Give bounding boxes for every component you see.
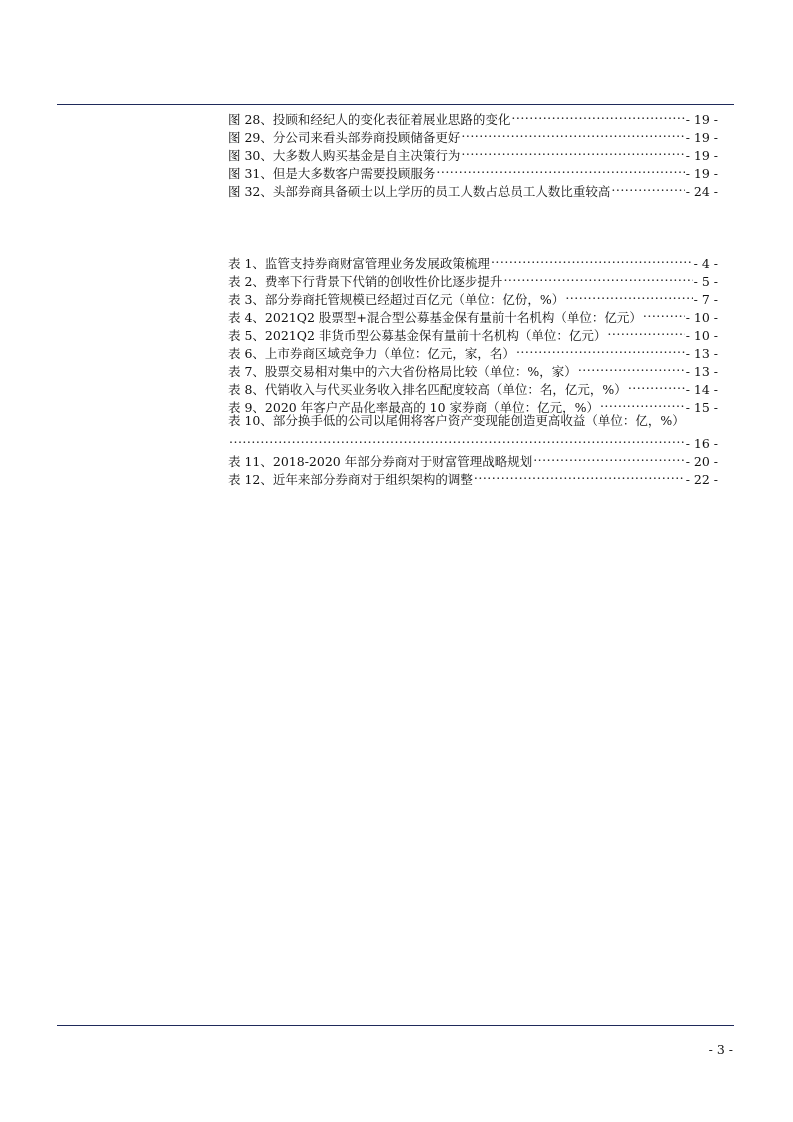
toc-entry-label: 图 29、分公司来看头部券商投顾储备更好 <box>228 130 461 145</box>
toc-entry-label: 图 30、大多数人购买基金是自主决策行为 <box>228 148 461 163</box>
dot-leader <box>503 268 692 286</box>
footer-rule <box>57 1025 734 1026</box>
toc-entry-page: - 24 - <box>685 184 718 199</box>
toc-entry-page: - 13 - <box>685 364 718 379</box>
toc-entry-page: - 19 - <box>685 130 718 145</box>
toc-entry-figure-28[interactable] <box>228 106 718 127</box>
toc-entry-page: - 10 - <box>685 328 718 343</box>
toc-entry-label: 表 6、上市券商区域竞争力（单位：亿元，家，名） <box>228 346 515 361</box>
dot-leader <box>628 376 685 394</box>
toc-entry-page: - 10 - <box>685 310 718 325</box>
dot-leader <box>461 142 684 160</box>
toc-entry-page: - 20 - <box>685 454 718 469</box>
toc-entry-label: 表 12、近年来部分券商对于组织架构的调整 <box>228 472 473 487</box>
toc-entry-label: 表 7、股票交易相对集中的六大省份格局比较（单位：%，家） <box>228 364 577 379</box>
dot-leader <box>607 322 684 340</box>
toc-entry-label: 表 3、部分券商托管规模已经超过百亿元（单位：亿份，%） <box>228 292 565 307</box>
dot-leader <box>611 178 684 196</box>
toc-entry-table-1[interactable] <box>228 250 718 271</box>
toc-entry-page: - 7 - <box>693 292 718 307</box>
toc-entry-page: - 14 - <box>685 382 718 397</box>
dot-leader <box>436 160 684 178</box>
dot-leader <box>643 304 685 322</box>
dot-leader <box>578 358 685 376</box>
toc-entry-label: 图 31、但是大多数客户需要投顾服务 <box>228 166 436 181</box>
table-list <box>228 250 718 487</box>
toc-entry-label: 图 28、投顾和经纪人的变化表征着展业思路的变化 <box>228 112 511 127</box>
dot-leader <box>516 340 685 358</box>
dot-leader <box>229 430 685 448</box>
dot-leader <box>511 106 684 124</box>
toc-entry-page: - 16 - <box>685 436 718 451</box>
dot-leader <box>600 394 685 412</box>
header-rule <box>57 104 734 105</box>
toc-entry-label: 表 1、监管支持券商财富管理业务发展政策梳理 <box>228 256 490 271</box>
toc-entry-page: - 19 - <box>685 148 718 163</box>
toc-entry-label: 图 32、头部券商具备硕士以上学历的员工人数占总员工人数比重较高 <box>228 184 611 199</box>
dot-leader <box>565 286 692 304</box>
toc-entry-table-10[interactable] <box>228 412 718 451</box>
toc-entry-page: - 13 - <box>685 346 718 361</box>
toc-entry-page: - 15 - <box>685 400 718 415</box>
toc-entry-label: 表 10、部分换手低的公司以尾佣将客户资产变现能创造更高收益（单位：亿，%） <box>228 413 685 428</box>
toc-entry-label: 表 9、2020 年客户产品化率最高的 10 家券商（单位：亿元，%） <box>228 400 599 415</box>
toc-entry-page: - 4 - <box>693 256 718 271</box>
dot-leader <box>533 448 684 466</box>
toc-entry-label: 表 8、代销收入与代买业务收入排名匹配度较高（单位：名，亿元，%） <box>228 382 627 397</box>
dot-leader <box>491 250 693 268</box>
toc-entry-page: - 5 - <box>693 274 718 289</box>
toc-entry-page: - 22 - <box>685 472 718 487</box>
page-number: - 3 - <box>708 1042 733 1057</box>
dot-leader <box>461 124 684 142</box>
figure-list <box>228 106 718 199</box>
toc-entry-label: 表 4、2021Q2 股票型+混合型公募基金保有量前十名机构（单位：亿元） <box>228 310 642 325</box>
toc-entry-label: 表 5、2021Q2 非货币型公募基金保有量前十名机构（单位：亿元） <box>228 328 607 343</box>
toc-entry-table-11[interactable] <box>228 448 718 469</box>
dot-leader <box>474 466 685 484</box>
toc-entry-page: - 19 - <box>685 166 718 181</box>
toc-entry-page: - 19 - <box>685 112 718 127</box>
toc-entry-label: 表 11、2018-2020 年部分券商对于财富管理战略规划 <box>228 454 533 469</box>
toc-entry-label: 表 2、费率下行背景下代销的创收性价比逐步提升 <box>228 274 503 289</box>
